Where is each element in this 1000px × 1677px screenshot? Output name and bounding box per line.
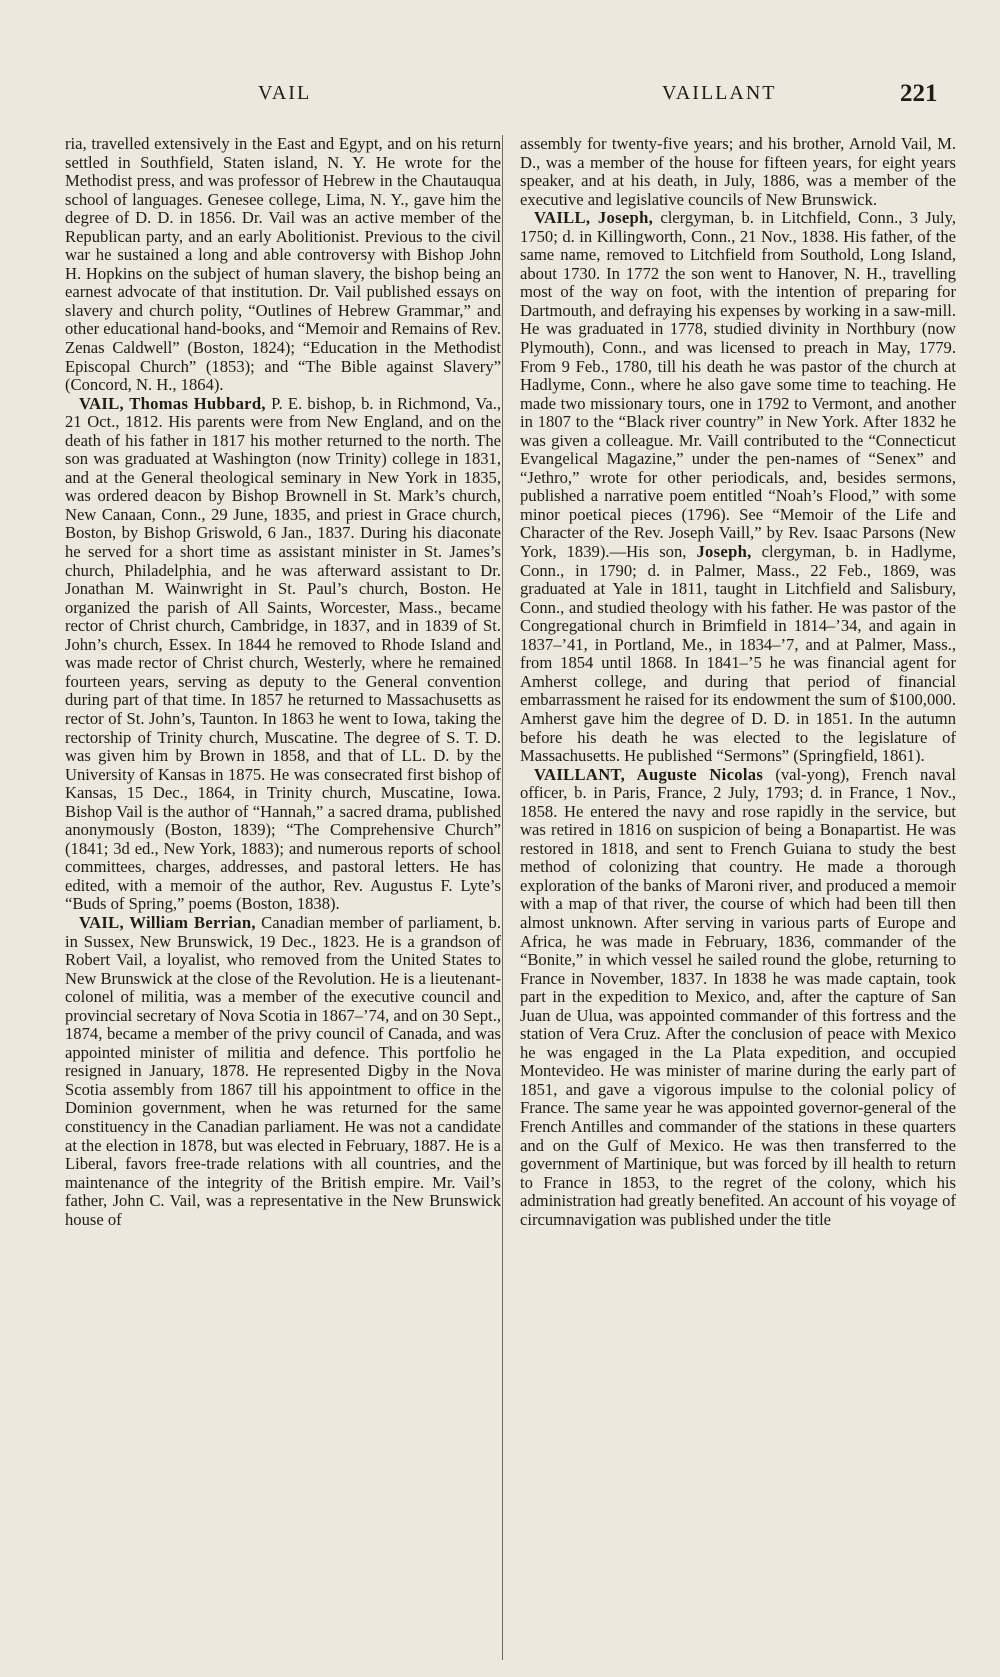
entry-text: assembly for twenty-five years; and his brother, Arnold Vail, M. D., was a member of the house for fifteen years, for eight years speaker, and at his death, in July, 1886, was a member of the executive and legislative councils of New Brunswick. — [520, 134, 956, 209]
entry-continuation — [65, 135, 501, 395]
entry-heading: VAIL, William Berrian, — [79, 912, 256, 932]
entry-heading: VAILL, Joseph, — [534, 208, 654, 228]
entry-text: P. E. bishop, b. in Richmond, Va., 21 Oct., 1812. His parents were from New England, and on the death of his father in 1817 his mother returned to the north. The son was graduated at Washington (now Trinity) college in 1831, and at the General theological seminary in New York in 1835, was ordered deacon by Bishop Brownell in St. Mark’s church, New Canaan, Conn., 29 June, 1835, and priest in Grace church, Boston, by Bishop Griswold, 6 Jan., 1837. During his diaconate he served for a short time as assistant minister in St. James’s church, Philadelphia, and he was afterward assistant to Dr. Jonathan M. Wainwright in St. Paul’s church, Boston. He organized the parish of All Saints, Worcester, Mass., became rector of Christ church, Cambridge, in 1837, and in 1839 of St. John’s church, Essex. In 1844 he removed to Rhode Island and was made rector of Christ church, Westerly, where he remained fourteen years, serving as deputy to the General convention during part of that time. In 1857 he returned to Massachusetts as rector of St. John’s, Taunton. In 1863 he went to Iowa, taking the rectorship of Trinity church, Muscatine. The degree of S. T. D. was given him by Brown in 1858, and that of LL. D. by the University of Kansas in 1875. He was consecrated first bishop of Kansas, 15 Dec., 1864, in Trinity church, Muscatine, Iowa. Bishop Vail is the author of “Hannah,” a sacred drama, published anonymously (Boston, 1839); “The Comprehensive Church” (1841; 3d ed., New York, 1883); and numerous reports of school committees, charges, addresses, and pastoral letters. He has edited, with a memoir of the author, Rev. Augustus F. Lyte’s “Buds of Spring,” poems (Boston, 1838). — [65, 393, 502, 914]
inline-heading: Joseph, — [696, 542, 752, 562]
entry-text: clergyman, b. in Litchfield, Conn., 3 July, 1750; d. in Killingworth, Conn., 21 Nov., 1838. His father, of the same name, removed to Litchfield from Southold, Long Island, about 1730. In 1772 the son went to Hanover, N. H., travelling most of the way on foot, with the intention of preparing for Dartmouth, and defraying his expenses by working in a saw-mill. He was graduated in 1778, studied divinity in Northbury (now Plymouth), Conn., and was licensed to preach in May, 1779. From 9 Feb., 1780, till his death he was pastor of the church at Hadlyme, Conn., where he also gave some time to teaching. He made two missionary tours, one in 1792 to Vermont, and another in 1807 to the “Black river country” in New York. After 1832 he was given a colleague. Mr. Vaill contributed to the “Connecticut Evangelical Magazine,” under the pen-names of “Senex” and “Jethro,” wrote for other periodicals, and, besides sermons, published a narrative poem entitled “Noah’s Flood,” with some minor poetical pieces (1796). See “Memoir of the Life and Character of the Rev. Joseph Vaill,” by Rev. Isaac Parsons (New York, 1839).—His son, — [520, 208, 956, 562]
column-divider — [502, 135, 503, 1660]
running-header — [0, 82, 1000, 122]
entry-heading: VAILLANT, Auguste Nicolas — [534, 764, 764, 784]
entry-vail-william-berrian — [65, 914, 501, 1229]
running-head-right: VAILLANT — [662, 82, 777, 104]
left-column — [65, 135, 501, 1229]
entry-text: ria, travelled extensively in the East and Egypt, and on his return settled in Southfield, Staten island, N. Y. He wrote for the Methodist press, and was professor of Hebrew in the Chautauqua school of languages. Genesee college, Lima, N. Y., gave him the degree of D. D. in 1856. Dr. Vail was an active member of the Republican party, and an early Abolitionist. Previous to the civil war he sustained a long and able controversy with Bishop John H. Hopkins on the subject of human slavery, the bishop being an earnest advocate of that institution. Dr. Vail published essays on slavery and church polity, “Outlines of Hebrew Grammar,” and other educational hand-books, and “Memoir and Remains of Rev. Zenas Caldwell” (Boston, 1824); “Education in the Methodist Episcopal Church” (1853); and “The Bible against Slavery” (Concord, N. H., 1864). — [65, 134, 501, 395]
page-number: 221 — [900, 80, 938, 107]
right-column — [520, 135, 956, 1229]
running-head-left: VAIL — [258, 82, 312, 104]
entry-vaill-joseph — [520, 209, 956, 765]
entry-heading: VAIL, Thomas Hubbard, — [79, 393, 266, 413]
entry-vail-thomas-hubbard — [65, 395, 501, 914]
entry-text-continued: clergyman, b. in Hadlyme, Conn., in 1790; d. in Palmer, Mass., 22 Feb., 1869, was graduated at Yale in 1811, taught in Litchfield and Salisbury, Conn., and studied theology with his father. He was pastor of the Congregational church in Brimfield in 1814–’34, and again in 1837–’41, in Portland, Me., in 1834–’7, and at Palmer, Mass., from 1854 until 1868. In 1841–’5 he was financial agent for Amherst college, and during that period of financial embarrassment he raised for its endowment the sum of $100,000. Amherst gave him the degree of D. D. in 1851. In the autumn before his death he was elected to the legislature of Massachusetts. He published “Sermons” (Springfield, 1861). — [520, 542, 956, 766]
entry-vaillant-auguste-nicolas — [520, 766, 956, 1230]
entry-continuation — [520, 135, 956, 209]
entry-text: (val-yong), French naval officer, b. in Paris, France, 2 July, 1793; d. in France, 1 Nov., 1858. He entered the navy and rose rapidly in the service, but was retired in 1816 on suspicion of being a Bonapartist. He was restored in 1818, and sent to French Guiana to study the best method of colonizing that country. He made a thorough exploration of the banks of Maroni river, and produced a memoir with a map of that river, the course of which had been till then almost unknown. After serving in various parts of Europe and Africa, he was made in February, 1836, commander of the “Bonite,” in which vessel he sailed round the globe, returning to France in November, 1837. In 1838 he was made captain, took part in the expedition to Mexico, and, after the capture of San Juan de Ulua, was appointed commander of this fortress and the station of Vera Cruz. After the conclusion of peace with Mexico he was engaged in the La Plata expedition, and occupied Montevideo. He was minister of marine during the early part of 1851, and gave a vigorous impulse to the colonial policy of France. The same year he was appointed governor-general of the French Antilles and commander of the stations in these quarters and on the Gulf of Mexico. He was then transferred to the government of Martinique, but was forced by ill health to return to France in 1853, to the regret of the colony, which his administration had greatly benefited. An account of his voyage of circumnavigation was published under the title — [520, 764, 956, 1229]
entry-text: Canadian member of parliament, b. in Sussex, New Brunswick, 19 Dec., 1823. He is a grandson of Robert Vail, a loyalist, who removed from the United States to New Brunswick at the close of the Revolution. He is a lieutenant-colonel of militia, was a member of the executive council and provincial secretary of Nova Scotia in 1867–’74, and on 30 Sept., 1874, became a member of the privy council of Canada, and was appointed minister of militia and defence. This portfolio he resigned in January, 1878. He represented Digby in the Nova Scotia assembly from 1867 till his appointment to office in the Dominion government, when he was returned for the same constituency in the Canadian parliament. He was not a candidate at the election in 1878, but was elected in February, 1887. He is a Liberal, favors free-trade relations with all countries, and the maintenance of the integrity of the British empire. Mr. Vail’s father, John C. Vail, was a representative in the New Brunswick house of — [65, 912, 501, 1229]
